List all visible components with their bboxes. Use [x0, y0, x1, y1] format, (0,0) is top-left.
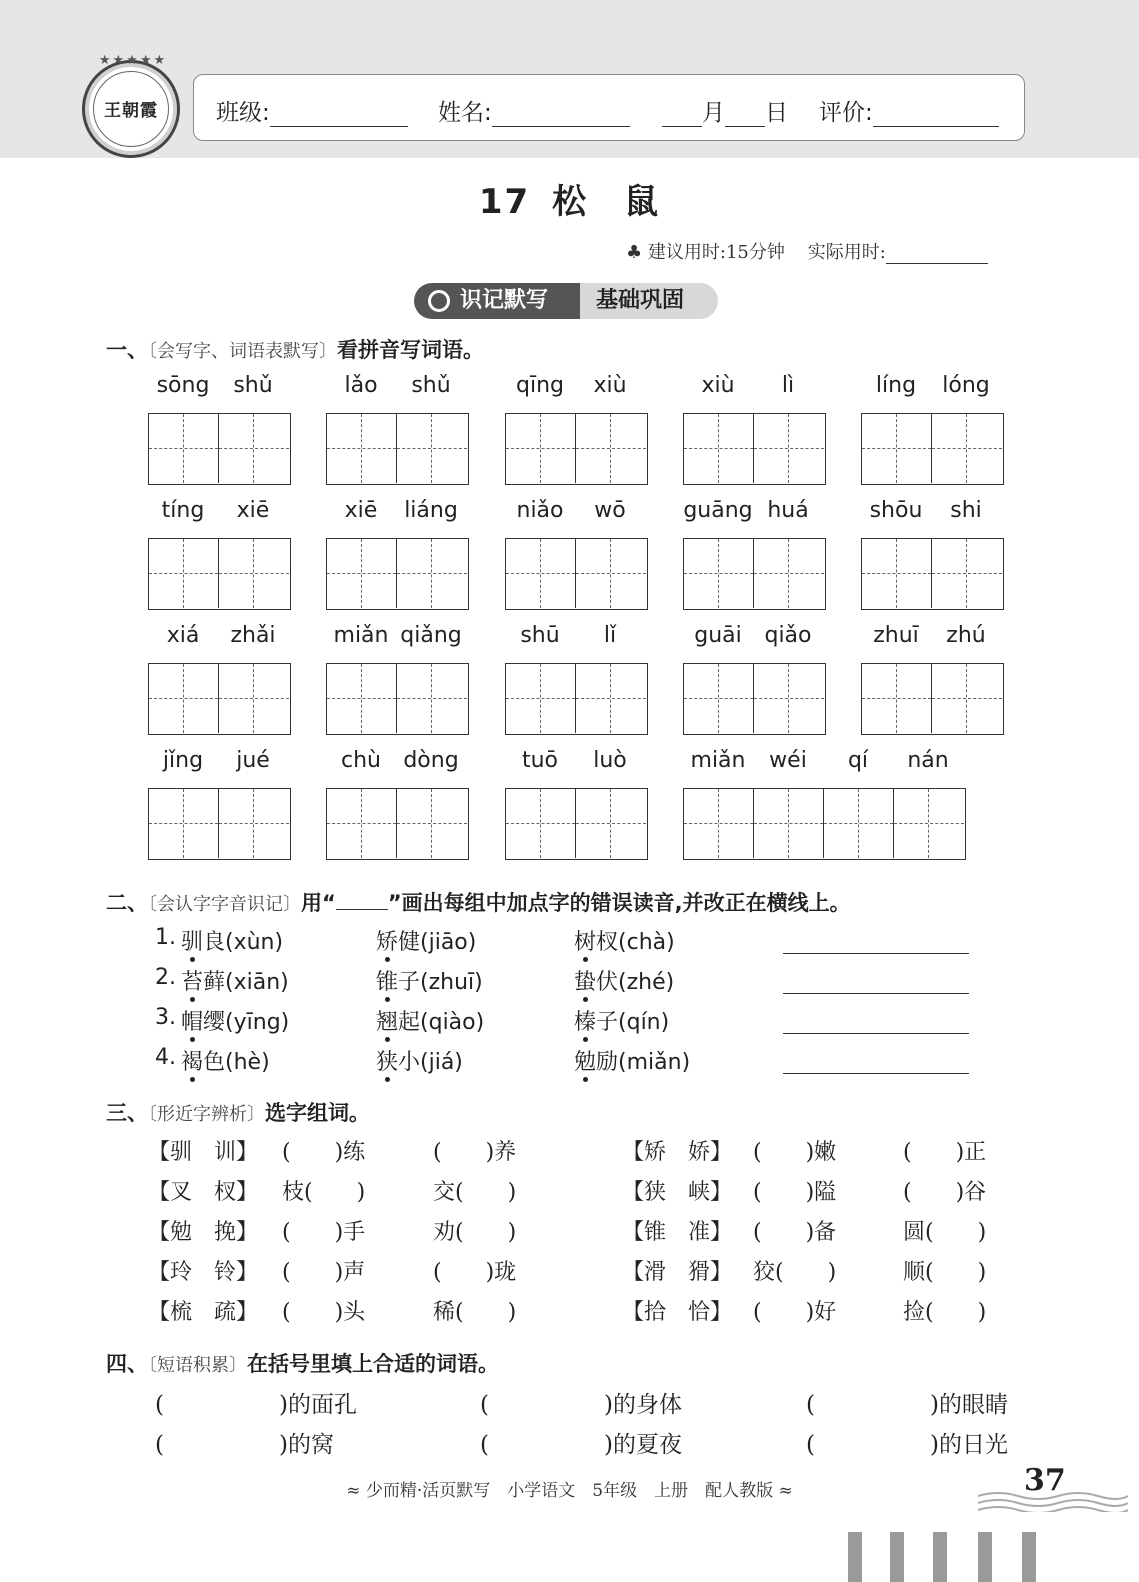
tianzige-cell[interactable] — [219, 664, 289, 733]
char-box-group — [683, 538, 826, 610]
fill-blank[interactable]: 捡( ) — [903, 1300, 987, 1325]
char-box-group — [148, 788, 291, 860]
section1-heading: 一、〔会写字、词语表默写〕看拼音写词语。 — [106, 338, 484, 362]
char-pair: 【叉 杈】 — [148, 1180, 259, 1205]
word-part[interactable]: (yīng) — [225, 1010, 290, 1035]
pinyin-syllable: guāi — [694, 623, 742, 648]
char-box-group — [683, 413, 826, 485]
pinyin-syllable: qiǎo — [764, 623, 812, 648]
pinyin-syllable: tíng — [161, 498, 205, 523]
fill-blank[interactable]: 交( ) — [433, 1180, 517, 1205]
tianzige-cell[interactable] — [684, 414, 754, 483]
pinyin-syllable: miǎn — [333, 623, 389, 648]
pronunciation-word — [376, 925, 476, 956]
word-part[interactable]: (xiān) — [225, 970, 289, 995]
word-part[interactable]: 杈 — [596, 930, 619, 955]
edge-bar — [978, 1532, 992, 1582]
pronunciation-word — [376, 1005, 484, 1036]
answer-line[interactable] — [783, 953, 969, 954]
pinyin-syllable: lǐ — [603, 623, 617, 648]
fill-blank[interactable]: ( )声 — [282, 1260, 366, 1285]
pinyin-syllable: huá — [767, 498, 809, 523]
clock-icon: ♣ — [626, 242, 643, 263]
char-box-group — [148, 413, 291, 485]
phrase-blank[interactable]: ( )的夏夜 — [480, 1432, 682, 1458]
pinyin-syllable: lóng — [942, 373, 990, 398]
section4-heading: 四、〔短语积累〕在括号里填上合适的词语。 — [106, 1352, 499, 1376]
word-part[interactable]: 子(qín) — [596, 1010, 670, 1035]
char-box-group — [326, 538, 469, 610]
fill-blank[interactable]: ( )隘 — [753, 1180, 837, 1205]
char-box-group — [861, 663, 1004, 735]
char-box-group — [505, 538, 648, 610]
phrase-blank[interactable]: ( )的面孔 — [155, 1392, 357, 1418]
pinyin-syllable: niǎo — [516, 498, 564, 523]
char-pair: 【狭 峡】 — [622, 1180, 733, 1205]
pinyin-syllable: lǎo — [344, 373, 378, 398]
dotted-char[interactable]: 褐 — [181, 1045, 203, 1076]
edge-bar — [848, 1532, 862, 1582]
pinyin-syllable: qiǎng — [400, 623, 462, 648]
fill-blank[interactable]: ( )正 — [903, 1140, 987, 1165]
pinyin-syllable: liáng — [404, 498, 458, 523]
fill-blank[interactable]: 枝( ) — [282, 1180, 366, 1205]
pronunciation-word — [574, 965, 674, 996]
dotted-char[interactable]: 矫 — [376, 925, 398, 956]
dotted-char[interactable]: 苔 — [181, 965, 203, 996]
tianzige-cell[interactable] — [219, 789, 289, 858]
dotted-char[interactable]: 榛 — [574, 1005, 596, 1036]
fill-blank[interactable]: ( )珑 — [433, 1260, 517, 1285]
tianzige-cell[interactable] — [149, 539, 219, 608]
item-number: 3. — [155, 1005, 176, 1030]
pronunciation-word — [181, 1045, 270, 1076]
pinyin-syllable: xiá — [166, 623, 200, 648]
actual-time-line[interactable] — [886, 244, 988, 264]
medal-icon — [428, 290, 450, 312]
tianzige-cell[interactable] — [506, 414, 576, 483]
pinyin-syllable: lì — [781, 373, 795, 398]
pinyin-syllable: xiù — [701, 373, 735, 398]
student-info-box — [193, 74, 1025, 141]
fill-blank[interactable]: ( )备 — [753, 1220, 837, 1245]
fill-blank[interactable]: ( )手 — [282, 1220, 366, 1245]
item-number: 4. — [155, 1045, 176, 1070]
tianzige-cell[interactable] — [397, 414, 467, 483]
phrase-blank[interactable]: ( )的日光 — [806, 1432, 1008, 1458]
pinyin-syllable: wō — [594, 498, 626, 523]
tianzige-cell[interactable] — [327, 664, 397, 733]
answer-line[interactable] — [783, 1073, 969, 1074]
tianzige-cell[interactable] — [862, 539, 932, 608]
char-pair: 【锥 准】 — [622, 1220, 733, 1245]
char-box-group — [148, 663, 291, 735]
tianzige-cell[interactable] — [862, 664, 932, 733]
dotted-char[interactable]: 驯 — [181, 925, 203, 956]
tianzige-cell[interactable] — [397, 539, 467, 608]
pinyin-syllable: zhuī — [873, 623, 919, 648]
pinyin-syllable: xiù — [593, 373, 627, 398]
pinyin-syllable: shōu — [869, 498, 923, 523]
dotted-char[interactable]: 勉 — [574, 1045, 596, 1076]
item-number: 1. — [155, 925, 176, 950]
char-box-group — [683, 788, 966, 860]
fill-blank[interactable]: 狡( ) — [753, 1260, 837, 1285]
dotted-char[interactable]: 树 — [574, 925, 596, 956]
word-part[interactable]: 藓 — [203, 970, 226, 995]
class-field[interactable]: 班级: — [216, 94, 408, 127]
tianzige-cell[interactable] — [576, 789, 646, 858]
tianzige-cell[interactable] — [327, 539, 397, 608]
pinyin-syllable: chù — [341, 748, 381, 773]
char-box-group — [148, 538, 291, 610]
tianzige-cell[interactable] — [932, 539, 1002, 608]
char-pair: 【拾 恰】 — [622, 1300, 733, 1325]
pronunciation-word — [181, 1005, 289, 1036]
pinyin-syllable: zhǎi — [230, 623, 276, 648]
word-part[interactable]: 起(qiào) — [398, 1010, 485, 1035]
edge-bar — [1022, 1532, 1036, 1582]
tianzige-cell[interactable] — [576, 414, 646, 483]
tianzige-cell[interactable] — [684, 664, 754, 733]
pinyin-syllable: shū — [520, 623, 560, 648]
char-box-group — [505, 663, 648, 735]
pinyin-syllable: xiē — [344, 498, 378, 523]
pronunciation-word — [376, 1045, 463, 1076]
char-pair: 【驯 训】 — [148, 1140, 259, 1165]
pinyin-syllable: jué — [236, 748, 270, 773]
pronunciation-word — [181, 925, 283, 956]
fill-blank[interactable]: 顺( ) — [903, 1260, 987, 1285]
page-number: 37 — [1024, 1463, 1066, 1498]
pinyin-syllable: miǎn — [690, 748, 746, 773]
logo-stars: ★★★★★ — [98, 53, 168, 68]
pronunciation-word — [574, 925, 675, 956]
word-part[interactable]: 小(jiá) — [398, 1050, 463, 1075]
tianzige-cell[interactable] — [862, 414, 932, 483]
tianzige-cell[interactable] — [327, 789, 397, 858]
char-pair: 【梳 疏】 — [148, 1300, 259, 1325]
lesson-title: 17 松 鼠 — [478, 182, 661, 222]
word-part[interactable]: 缨 — [203, 1010, 226, 1035]
char-pair: 【勉 挽】 — [148, 1220, 259, 1245]
word-part[interactable]: 伏(zhé) — [596, 970, 675, 995]
dotted-char[interactable]: 狭 — [376, 1045, 398, 1076]
date-field[interactable]: 月 日 — [662, 94, 788, 127]
evaluation-field[interactable]: 评价: — [819, 94, 999, 127]
section3-heading: 三、〔形近字辨析〕选字组词。 — [106, 1101, 370, 1125]
char-box-group — [861, 538, 1004, 610]
tianzige-cell[interactable] — [506, 789, 576, 858]
char-box-group — [326, 788, 469, 860]
tianzige-cell[interactable] — [754, 539, 824, 608]
wave-decoration — [978, 1490, 1128, 1512]
pinyin-syllable: shǔ — [411, 373, 451, 398]
pinyin-syllable: xiē — [236, 498, 270, 523]
word-part[interactable]: (chà) — [618, 930, 675, 955]
fill-blank[interactable]: ( )谷 — [903, 1180, 987, 1205]
answer-line[interactable] — [783, 993, 969, 994]
pinyin-syllable: qí — [847, 748, 869, 773]
pronunciation-word — [376, 965, 483, 996]
dotted-char[interactable]: 蛰 — [574, 965, 596, 996]
tianzige-cell[interactable] — [754, 664, 824, 733]
fill-blank[interactable]: ( )好 — [753, 1300, 837, 1325]
pronunciation-word — [574, 1005, 669, 1036]
pinyin-syllable: guāng — [683, 498, 753, 523]
tianzige-cell[interactable] — [506, 539, 576, 608]
pinyin-syllable: dòng — [403, 748, 459, 773]
fill-blank[interactable]: ( )养 — [433, 1140, 517, 1165]
char-box-group — [505, 788, 648, 860]
fill-blank[interactable]: 稀( ) — [433, 1300, 517, 1325]
answer-line[interactable] — [783, 1033, 969, 1034]
section2-heading: 二、〔会认字字音识记〕用“ ”画出每组中加点字的错误读音,并改正在横线上。 — [106, 891, 851, 915]
tianzige-cell[interactable] — [894, 789, 964, 858]
dotted-char[interactable]: 锥 — [376, 965, 398, 996]
word-part[interactable]: 健(jiāo) — [398, 930, 477, 955]
dotted-char[interactable]: 翘 — [376, 1005, 398, 1036]
char-pair: 【滑 猾】 — [622, 1260, 733, 1285]
pinyin-syllable: zhú — [946, 623, 986, 648]
pinyin-syllable: líng — [875, 373, 917, 398]
tianzige-cell[interactable] — [149, 664, 219, 733]
tianzige-cell[interactable] — [219, 414, 289, 483]
char-box-group — [505, 413, 648, 485]
tianzige-cell[interactable] — [219, 539, 289, 608]
tianzige-cell[interactable] — [397, 664, 467, 733]
pinyin-syllable: luò — [593, 748, 627, 773]
fill-blank[interactable]: 圆( ) — [903, 1220, 987, 1245]
tianzige-cell[interactable] — [506, 664, 576, 733]
pinyin-syllable: sōng — [156, 373, 210, 398]
phrase-blank[interactable]: ( )的眼睛 — [806, 1392, 1008, 1418]
edge-bar — [933, 1532, 947, 1582]
tianzige-cell[interactable] — [576, 539, 646, 608]
pinyin-syllable: qīng — [516, 373, 564, 398]
dotted-char[interactable]: 帽 — [181, 1005, 203, 1036]
pinyin-syllable: jǐng — [162, 748, 204, 773]
char-box-group — [326, 663, 469, 735]
tianzige-cell[interactable] — [932, 664, 1002, 733]
tianzige-cell[interactable] — [576, 664, 646, 733]
word-part[interactable]: 励(miǎn) — [596, 1050, 691, 1075]
pinyin-syllable: shi — [950, 498, 982, 523]
fill-blank[interactable]: ( )练 — [282, 1140, 366, 1165]
edge-bar — [890, 1532, 904, 1582]
char-box-group — [326, 413, 469, 485]
phrase-blank[interactable]: ( )的身体 — [480, 1392, 682, 1418]
pronunciation-word — [574, 1045, 690, 1076]
pinyin-syllable: tuō — [521, 748, 559, 773]
word-part[interactable]: 良(xùn) — [203, 930, 284, 955]
publisher-logo — [82, 53, 180, 158]
tianzige-cell[interactable] — [824, 789, 894, 858]
tianzige-cell[interactable] — [754, 414, 824, 483]
time-hint: ♣ 建议用时:15分钟 实际用时: — [626, 238, 988, 264]
fill-blank[interactable]: ( )嫩 — [753, 1140, 837, 1165]
tianzige-cell[interactable] — [327, 414, 397, 483]
tianzige-cell[interactable] — [754, 789, 824, 858]
fill-blank[interactable]: ( )头 — [282, 1300, 366, 1325]
word-part[interactable]: 色(hè) — [203, 1050, 270, 1075]
fill-blank[interactable]: 劝( ) — [433, 1220, 517, 1245]
tianzige-cell[interactable] — [149, 414, 219, 483]
char-box-group — [683, 663, 826, 735]
tianzige-cell[interactable] — [149, 789, 219, 858]
char-pair: 【玲 铃】 — [148, 1260, 259, 1285]
phrase-blank[interactable]: ( )的窝 — [155, 1432, 334, 1458]
tianzige-cell[interactable] — [684, 539, 754, 608]
pinyin-syllable: wéi — [769, 748, 807, 773]
pinyin-syllable: shǔ — [233, 373, 273, 398]
tianzige-cell[interactable] — [932, 414, 1002, 483]
name-field[interactable]: 姓名: — [438, 94, 630, 127]
pinyin-syllable: nán — [907, 748, 949, 773]
tianzige-cell[interactable] — [684, 789, 754, 858]
pronunciation-word — [181, 965, 289, 996]
word-part[interactable]: 子(zhuī) — [398, 970, 483, 995]
logo-brand: 王朝霞 — [104, 101, 158, 121]
tianzige-cell[interactable] — [397, 789, 467, 858]
char-pair: 【矫 娇】 — [622, 1140, 733, 1165]
item-number: 2. — [155, 965, 176, 990]
footer-series: ≈ 少而精·活页默写 小学语文 5年级 上册 配人教版 ≈ — [346, 1481, 793, 1501]
char-box-group — [861, 413, 1004, 485]
